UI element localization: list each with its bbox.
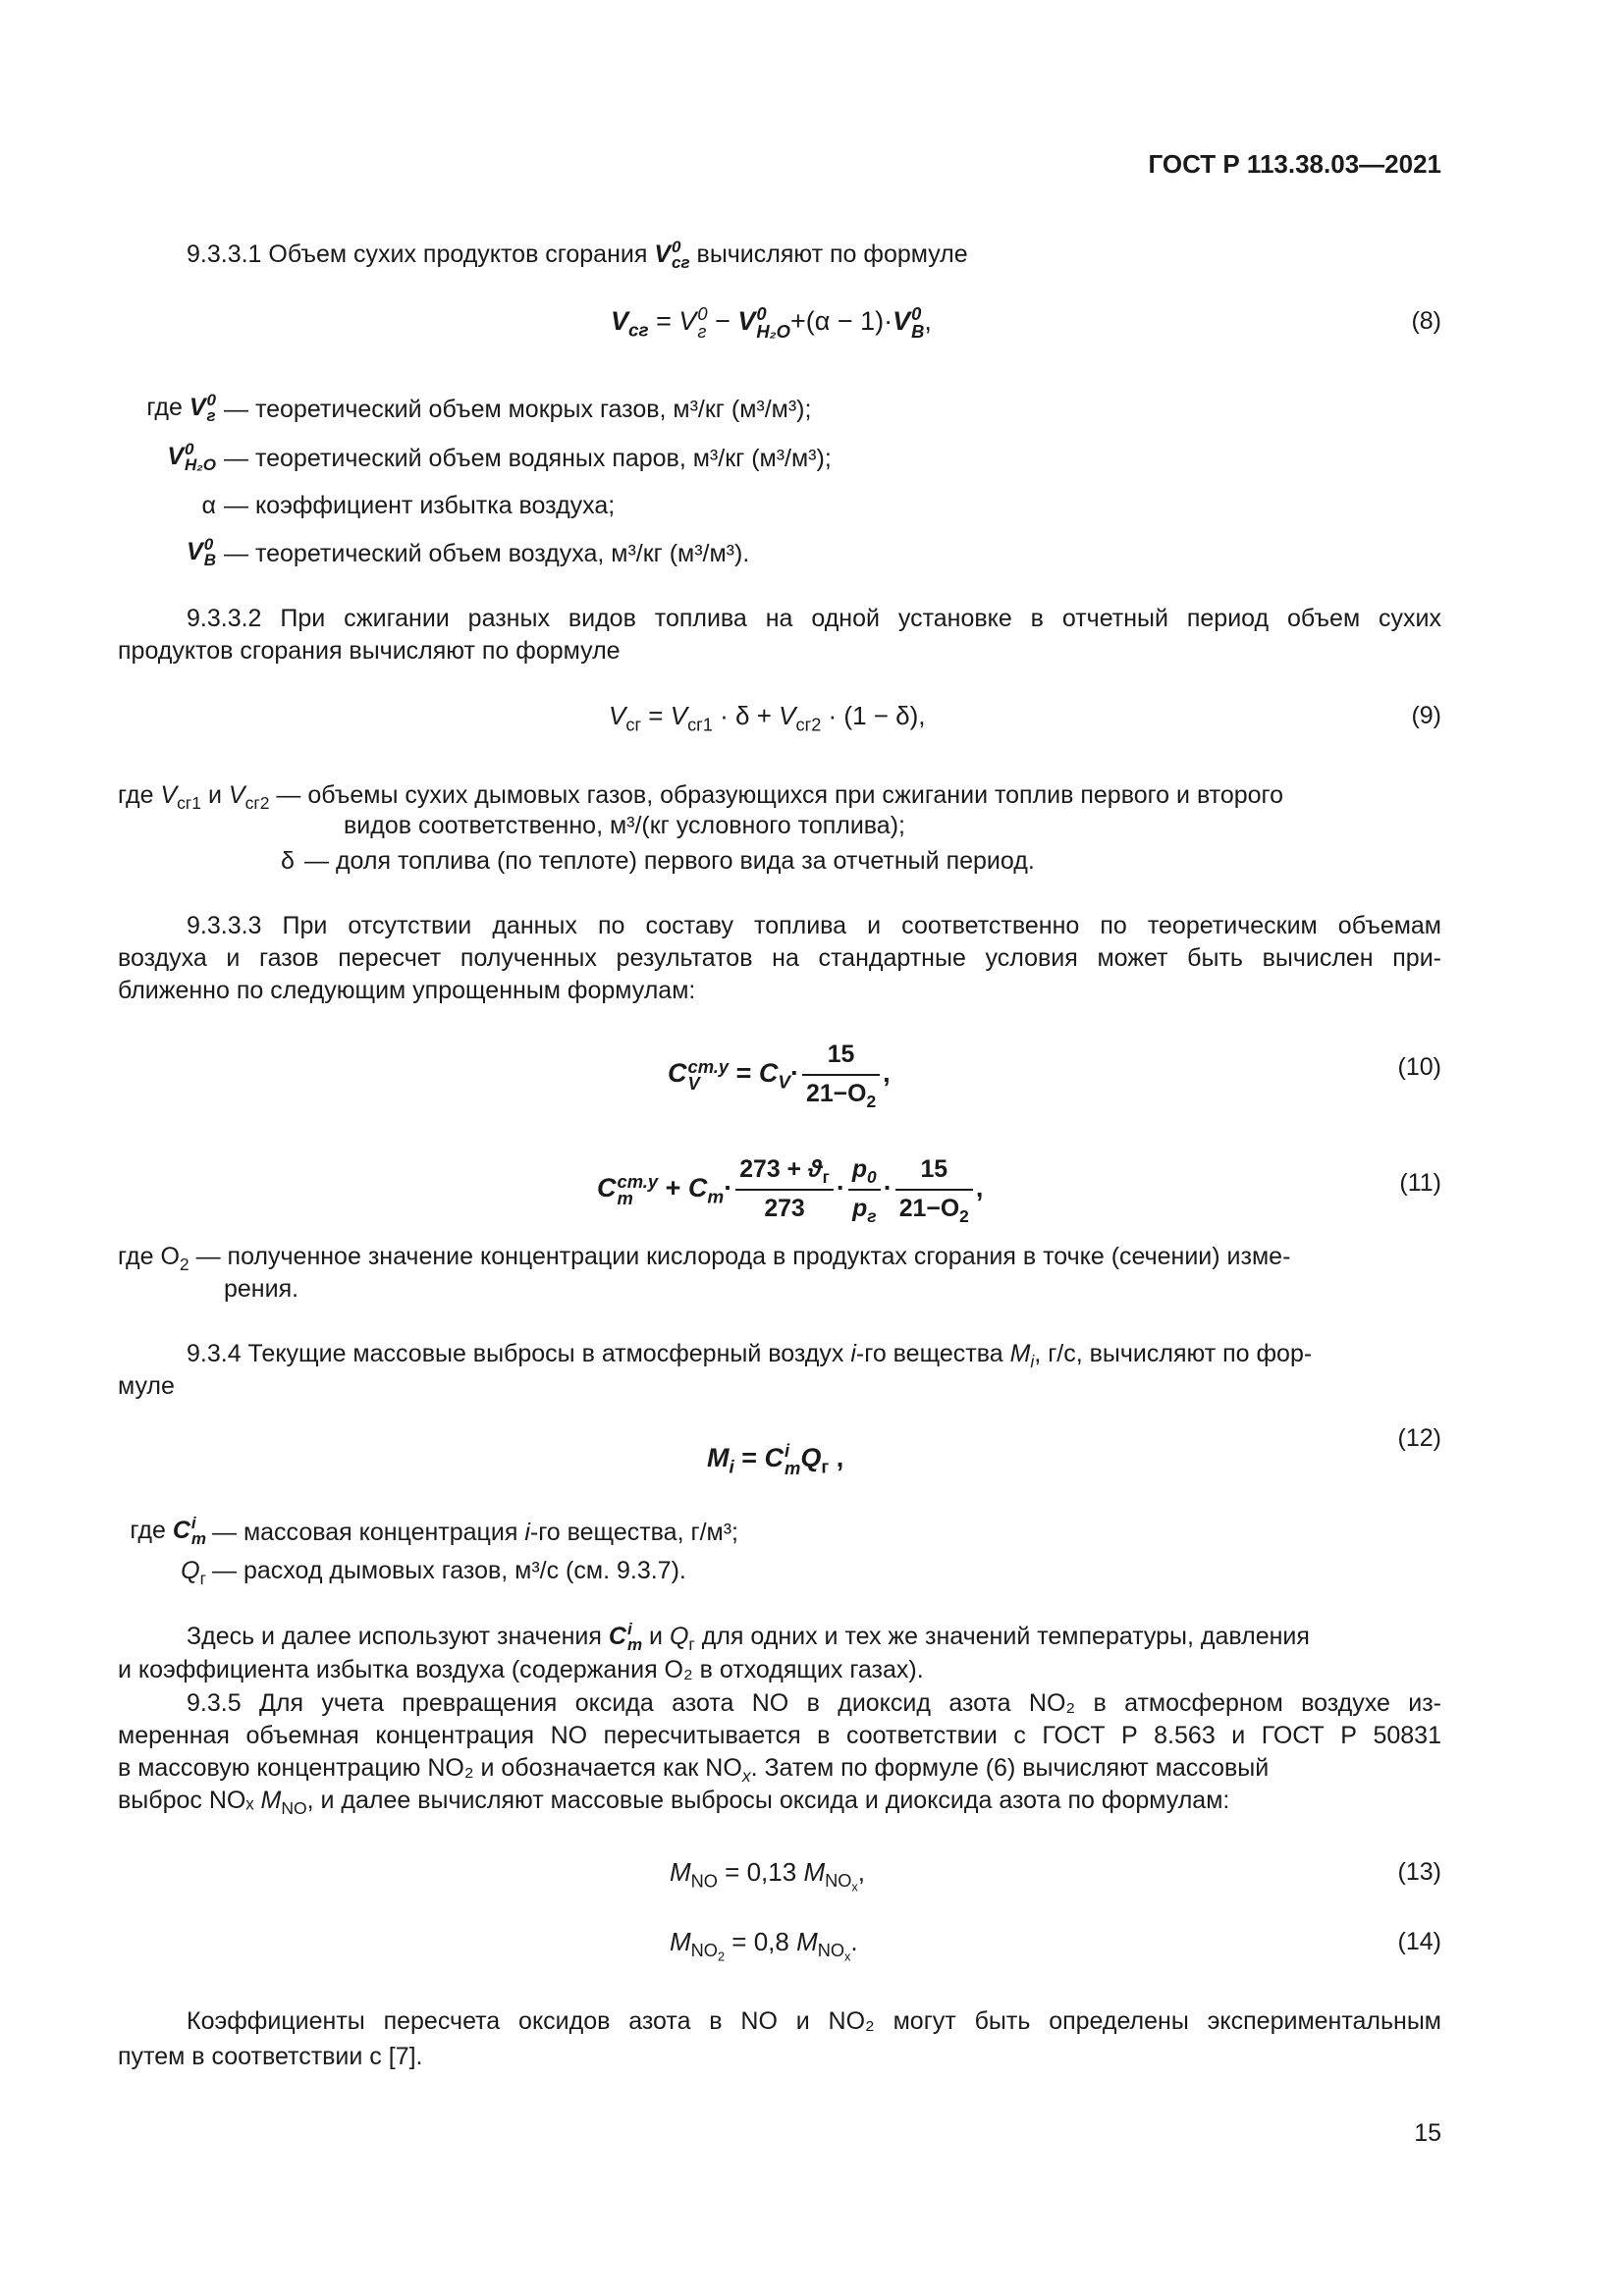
- page-number: 15: [1414, 2119, 1441, 2147]
- formula-10: C ст.у V = $C_V\cdot$ $\frac{15}{21-O_2}$ ,: [668, 1039, 891, 1111]
- where9-line2: видов соответственно, м³/(кг условного топлива);: [344, 812, 905, 839]
- document-header: ГОСТ Р 113.38.03—2021: [1148, 149, 1441, 179]
- where-o2-line2: рения.: [224, 1275, 299, 1303]
- equation-number-9: (9): [1411, 702, 1441, 729]
- paragraph-934-line1: 9.3.4 Текущие массовые выбросы в атмосферный воздух i-го вещества $M_i$, г/с, вычисляют по фор-: [187, 1340, 1313, 1372]
- where-term-vb0: V 0 В: [187, 535, 216, 570]
- paragraph-9332-line1: 9.3.3.2 При сжигании разных видов топлива на одной установке в отчетный период объем сухих: [187, 605, 1441, 632]
- paragraph-here-line1: Здесь и далее используют значения C i m и $Q_г$ для одних и тех же значений температуры, давления: [187, 1620, 1310, 1655]
- equation-number-14: (14): [1397, 1928, 1441, 1955]
- where-text-vb0: — теоретический объем воздуха, м³/кг (м³/м³).: [224, 540, 750, 567]
- paragraph-934-line2: муле: [118, 1372, 175, 1400]
- where9-line1: где $V_{сг1}$ и $V_{сг2}$ — объемы сухих дымовых газов, образующихся при сжигании топлив первого и второго: [118, 781, 1284, 814]
- paragraph-9332-line2: продуктов сгорания вычисляют по формуле: [118, 637, 621, 665]
- paragraph-closing-line1: Коэффициенты пересчета оксидов азота в NO и NO₂ могут быть определены экспериментальным: [187, 2007, 1441, 2035]
- formula-9: $V_{сг} = V_{сг1} \cdot \delta + V_{сг2} \cdot (1 - \delta)$,: [609, 701, 926, 735]
- where-text-qg: — расход дымовых газов, м³/с (см. 9.3.7).: [212, 1557, 686, 1584]
- paragraph-here-line2: и коэффициента избытка воздуха (содержания O₂ в отходящих газах).: [118, 1656, 924, 1683]
- where-text-alpha: — коэффициент избытка воздуха;: [224, 492, 616, 519]
- paragraph-935-line4: выброс NOₓ $M_{NO}$, и далее вычисляют массовые выбросы оксида и диоксида азота по формулам:: [118, 1787, 1230, 1819]
- equation-number-8: (8): [1411, 307, 1441, 335]
- paragraph-935-line1: 9.3.5 Для учета превращения оксида азота NO в диоксид азота NO₂ в атмосферном воздухе из-: [187, 1689, 1441, 1717]
- paragraph-9333-line2: воздуха и газов пересчет полученных результатов на стандартные условия может быть вычислен при-: [118, 944, 1441, 972]
- where-text-vg0: — теоретический объем мокрых газов, м³/кг (м³/м³);: [224, 396, 812, 423]
- where-term-vg0: где V 0 г: [146, 391, 216, 426]
- symbol-v-sg0: V 0 сг: [654, 238, 690, 273]
- formula-13: $M_{NO} = 0,13$ $M_{NO_x}$,: [670, 1857, 865, 1895]
- paragraph-9331: 9.3.3.1 Объем сухих продуктов сгорания V 0 сг вычисляют по формуле: [187, 238, 968, 273]
- equation-number-11: (11): [1399, 1169, 1441, 1197]
- paragraph-9333-line3: ближенно по следующим упрощенным формулам:: [118, 977, 696, 1004]
- where-text-cmi: — массовая концентрация i-го вещества, г/м³;: [212, 1519, 738, 1546]
- where9-delta-text: — доля топлива (по теплоте) первого вида за отчетный период.: [304, 847, 1035, 875]
- paragraph-closing-line2: путем в соответствии с [7].: [118, 2043, 423, 2070]
- where-term-vh2o: V 0 H₂O: [167, 440, 216, 475]
- where-term-alpha: α: [201, 492, 216, 519]
- where-term-cmi: где C i m: [130, 1514, 206, 1549]
- formula-12: $M_i = C$ i m $Q_г$ ,: [707, 1440, 844, 1478]
- where-o2-line1: где $O_2$ — полученное значение концентрации кислорода в продуктах сгорания в точке (сечении) изме-: [118, 1243, 1291, 1275]
- equation-number-13: (13): [1397, 1858, 1441, 1886]
- where-term-qg: $Q_г$: [181, 1557, 206, 1589]
- formula-14: $M_{NO_2} = 0,8$ $M_{NO_x}$.: [670, 1927, 858, 1964]
- formula-8: $V_{сг} = V$ 0 г − V 0 H₂O +(α − 1)·V 0 В ,: [611, 303, 932, 342]
- paragraph-935-line3: в массовую концентрацию NO₂ и обозначается как $NO_x$. Затем по формуле (6) вычисляют массовый: [118, 1754, 1270, 1787]
- equation-number-12: (12): [1397, 1424, 1441, 1452]
- formula-11: C ст.у m + $C_m\cdot$ $\frac{273 + ϑ_г}{273}$ · $\frac{p_0}{p_г}$ · $\frac{15}{21-O_2}$ ,: [597, 1153, 983, 1226]
- paragraph-935-line2: меренная объемная концентрация NO пересчитывается в соответствии с ГОСТ Р 8.563 и ГОСТ Р 50831: [118, 1722, 1441, 1749]
- equation-number-10: (10): [1397, 1053, 1441, 1081]
- where9-delta-symbol: δ: [281, 847, 295, 875]
- where-text-vh2o: — теоретический объем водяных паров, м³/кг (м³/м³);: [224, 445, 832, 472]
- paragraph-9333-line1: 9.3.3.3 При отсутствии данных по составу топлива и соответственно по теоретическим объемам: [187, 912, 1441, 939]
